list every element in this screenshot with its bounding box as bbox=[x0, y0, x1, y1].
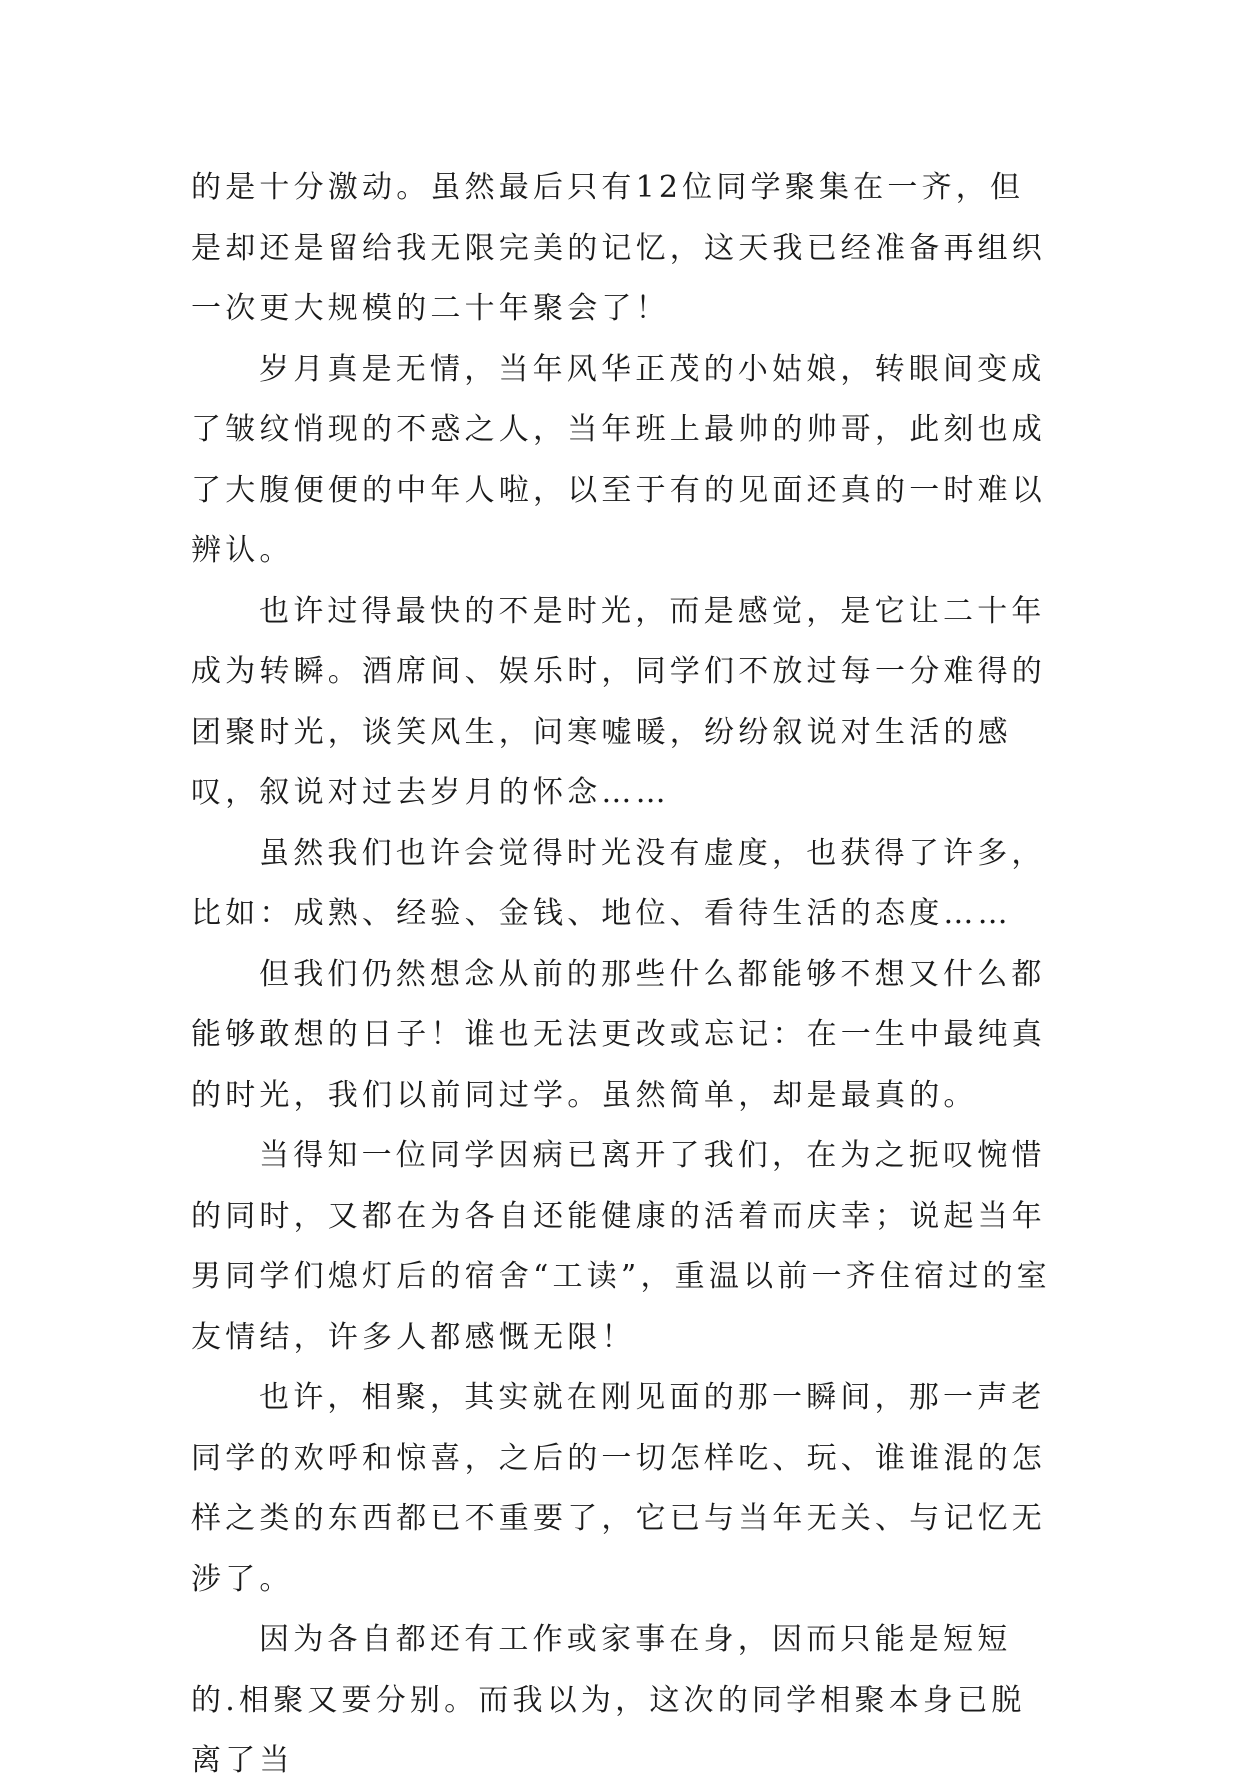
paragraph-1: 的是十分激动。虽然最后只有12位同学聚集在一齐，但是却还是留给我无限完美的记忆，这天我已经准备再组织一次更大规模的二十年聚会了！ bbox=[191, 170, 1046, 326]
paragraph-3: 也许过得最快的不是时光，而是感觉，是它让二十年成为转瞬。酒席间、娱乐时，同学们不放过每一分难得的团聚时光，谈笑风生，问寒嘘暖，纷纷叙说对生活的感叹，叙说对过去岁月的怀念…… bbox=[191, 593, 1046, 810]
paragraph-2: 岁月真是无情，当年风华正茂的小姑娘，转眼间变成了皱纹悄现的不惑之人，当年班上最帅的帅哥，此刻也成了大腹便便的中年人啦，以至于有的见面还真的一时难以辨认。 bbox=[191, 351, 1046, 568]
paragraph-7: 也许，相聚，其实就在刚见面的那一瞬间，那一声老同学的欢呼和惊喜，之后的一切怎样吃、玩、谁谁混的怎样之类的东西都已不重要了，它已与当年无关、与记忆无涉了。 bbox=[191, 1380, 1046, 1597]
paragraph-6: 当得知一位同学因病已离开了我们，在为之扼叹惋惜的同时，又都在为各自还能健康的活着而庆幸；说起当年男同学们熄灯后的宿舍“工读”，重温以前一齐住宿过的室友情结，许多人都感慨无限！ bbox=[191, 1138, 1051, 1355]
document-body bbox=[191, 158, 1051, 1792]
paragraph-8: 因为各自都还有工作或家事在身，因而只能是短短的.相聚又要分别。而我以为，这次的同学相聚本身已脱离了当 bbox=[191, 1622, 1026, 1778]
paragraph-4: 虽然我们也许会觉得时光没有虚度，也获得了许多，比如：成熟、经验、金钱、地位、看待生活的态度…… bbox=[191, 835, 1046, 931]
paragraph-5: 但我们仍然想念从前的那些什么都能够不想又什么都能够敢想的日子！谁也无法更改或忘记：在一生中最纯真的时光，我们以前同过学。虽然简单，却是最真的。 bbox=[191, 956, 1046, 1113]
